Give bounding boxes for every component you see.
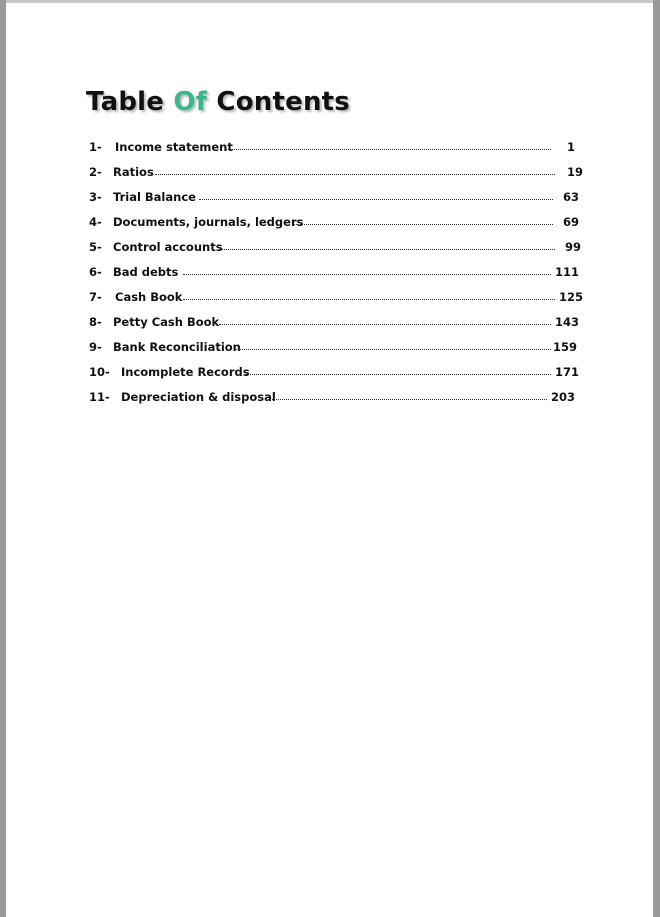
toc-entry-number: 11- bbox=[89, 390, 110, 404]
toc-entry-title: Ratios bbox=[113, 165, 154, 179]
toc-entry-page: 63 bbox=[562, 190, 579, 204]
toc-entry-page: 111 bbox=[554, 265, 579, 279]
toc-entry-page: 125 bbox=[558, 290, 583, 304]
toc-entry-number: 3- bbox=[89, 190, 102, 204]
toc-entry-number: 9- bbox=[89, 340, 102, 354]
toc-entry-leader bbox=[199, 199, 553, 200]
toc-entry-leader bbox=[245, 374, 551, 375]
toc-entry-title: Petty Cash Book bbox=[113, 315, 220, 329]
toc-entry-number: 8- bbox=[89, 315, 102, 329]
toc-entry-leader bbox=[293, 224, 553, 225]
toc-entry-page: 1 bbox=[566, 140, 575, 154]
toc-entry-page: 99 bbox=[564, 240, 581, 254]
toc-entry-number: 6- bbox=[89, 265, 102, 279]
toc-entry-title: Trial Balance bbox=[113, 190, 196, 204]
toc-entry-title: Cash Book bbox=[115, 290, 183, 304]
toc-entry-leader bbox=[235, 349, 551, 350]
toc-entry-title: Bank Reconciliation bbox=[113, 340, 241, 354]
toc-entry-title: Documents, journals, ledgers bbox=[113, 215, 304, 229]
toc-entry-page: 171 bbox=[554, 365, 579, 379]
toc-entry-leader bbox=[183, 299, 555, 300]
toc-entry-page: 143 bbox=[554, 315, 579, 329]
toc-entry-title: Bad debts bbox=[113, 265, 179, 279]
document-page bbox=[6, 3, 653, 917]
toc-entry-leader bbox=[155, 174, 555, 175]
toc-title-accent: Of bbox=[173, 87, 208, 117]
toc-entry-title: Control accounts bbox=[113, 240, 223, 254]
toc-entry-number: 1- bbox=[89, 140, 102, 154]
toc-entry-page: 203 bbox=[550, 390, 575, 404]
toc-title bbox=[86, 87, 350, 117]
toc-entry-leader bbox=[225, 149, 551, 150]
toc-entry-title: Incomplete Records bbox=[121, 365, 250, 379]
toc-entry-number: 7- bbox=[89, 290, 102, 304]
toc-entry-page: 19 bbox=[566, 165, 583, 179]
toc-entry-page: 69 bbox=[562, 215, 579, 229]
toc-entry-title: Depreciation & disposal bbox=[121, 390, 276, 404]
toc-entry-number: 5- bbox=[89, 240, 102, 254]
window-frame-right bbox=[653, 0, 660, 917]
toc-entry-leader bbox=[265, 399, 547, 400]
toc-entry-leader bbox=[183, 274, 551, 275]
toc-entry-leader bbox=[219, 249, 555, 250]
toc-entry-page: 159 bbox=[552, 340, 577, 354]
toc-entry-title: Income statement bbox=[115, 140, 233, 154]
toc-entry-number: 2- bbox=[89, 165, 102, 179]
toc-title-part3: Contents bbox=[207, 87, 350, 117]
toc-entry-leader bbox=[219, 324, 551, 325]
toc-entry-number: 4- bbox=[89, 215, 102, 229]
toc-entry-number: 10- bbox=[89, 365, 110, 379]
toc-title-part1: Table bbox=[86, 87, 174, 117]
